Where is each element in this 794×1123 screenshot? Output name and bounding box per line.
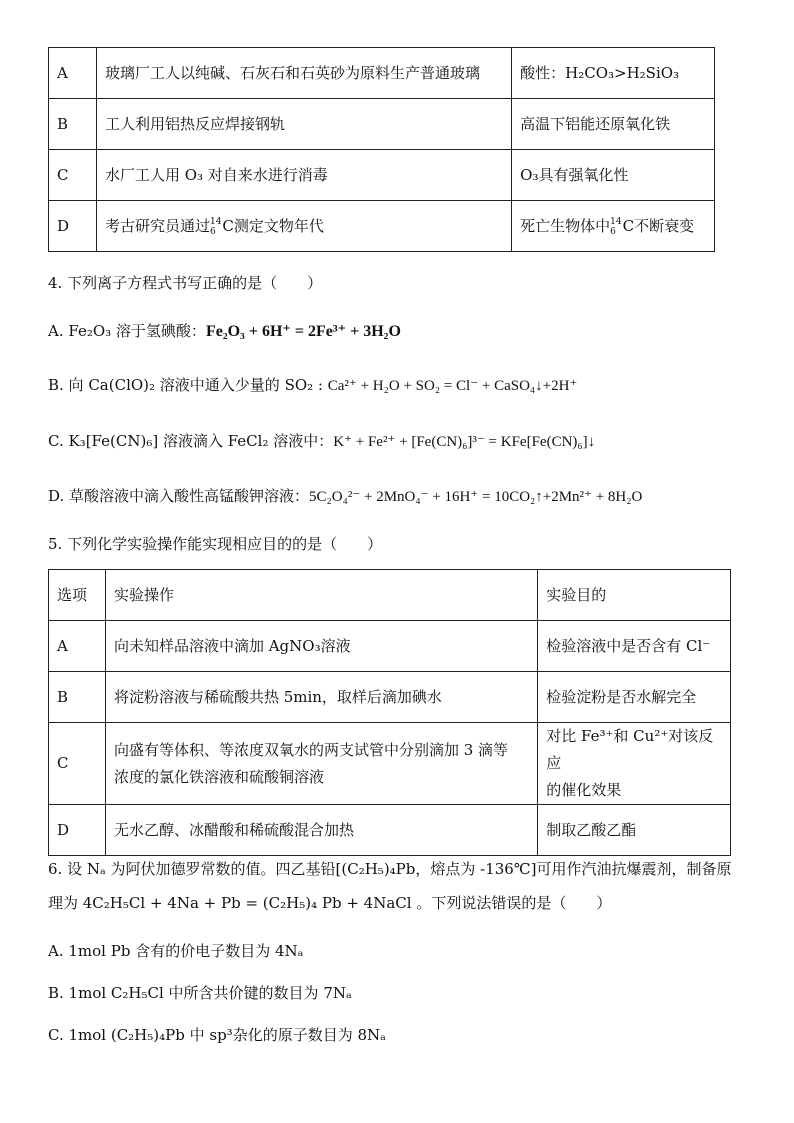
option-letter: C: [49, 723, 106, 805]
operation-text: 无水乙醇、冰醋酸和稀硫酸混合加热: [105, 805, 537, 856]
operation-text: 将淀粉溶液与稀硫酸共热 5min，取样后滴加碘水: [105, 672, 537, 723]
q6-option-b: B. 1mol C₂H₅Cl 中所含共价键的数目为 7Nₐ: [48, 984, 352, 1002]
q4-option-a: A. Fe₂O₃ 溶于氢碘酸：Fe₂O₃ + 6H⁺ = 2Fe³⁺ + 3H₂O: [48, 322, 401, 340]
q4-option-b: B. 向 Ca(ClO)₂ 溶液中通入少量的 SO₂ : Ca²⁺ + H₂O + SO₂ = Cl⁻ + CaSO₄↓+2H⁺: [48, 376, 578, 394]
table-row: [49, 99, 715, 150]
question-4-stem: 4. 下列离子方程式书写正确的是（ ）: [48, 274, 323, 292]
operation-text: 向未知样品溶液中滴加 AgNO₃溶液: [105, 621, 537, 672]
goal-text: 检验溶液中是否含有 Cl⁻: [538, 621, 731, 672]
table-row: [49, 805, 731, 856]
scenario-text: 玻璃厂工人以纯碱、石灰石和石英砂为原料生产普通玻璃: [96, 48, 511, 99]
q4-option-c: C. K₃[Fe(CN)₆] 溶液滴入 FeCl₂ 溶液中：K⁺ + Fe²⁺ + [Fe(CN)₆]³⁻ = KFe[Fe(CN)₆]↓: [48, 432, 596, 450]
operation-text: 向盛有等体积、等浓度双氧水的两支试管中分别滴加 3 滴等 浓度的氯化铁溶液和硫酸铜溶液: [105, 723, 537, 805]
table-row: [49, 201, 715, 252]
experiment-table-q5: [48, 569, 731, 856]
q4-option-d: D. 草酸溶液中滴入酸性高锰酸钾溶液：5C₂O₄²⁻ + 2MnO₄⁻ + 16H⁺ = 10CO₂↑+2Mn²⁺ + 8H₂O: [48, 487, 643, 505]
scenario-text: 工人利用铝热反应焊接钢轨: [96, 99, 511, 150]
goal-text: 制取乙酸乙酯: [538, 805, 731, 856]
scenario-text: 考古研究员通过 14 6 C测定文物年代: [96, 201, 511, 252]
table-row: [49, 48, 715, 99]
table-row: [49, 621, 731, 672]
options-table-q3: [48, 47, 715, 252]
isotope-notation: 14 6: [610, 216, 622, 237]
option-letter: C: [49, 150, 97, 201]
table-header-row: [49, 570, 731, 621]
q6-option-a: A. 1mol Pb 含有的价电子数目为 4Nₐ: [48, 942, 304, 960]
question-5-stem: 5. 下列化学实验操作能实现相应目的的是（ ）: [48, 535, 383, 553]
option-letter: D: [49, 201, 97, 252]
q6-option-c: C. 1mol (C₂H₅)₄Pb 中 sp³杂化的原子数目为 8Nₐ: [48, 1026, 386, 1044]
principle-text: O₃具有强氧化性: [512, 150, 715, 201]
principle-text: 死亡生物体中 14 6 C不断衰变: [512, 201, 715, 252]
principle-text: 高温下铝能还原氧化铁: [512, 99, 715, 150]
col-header-goal: 实验目的: [538, 570, 731, 621]
goal-text: 对比 Fe³⁺和 Cu²⁺对该反应 的催化效果: [538, 723, 731, 805]
table-row: [49, 672, 731, 723]
principle-text: 酸性：H₂CO₃>H₂SiO₃: [512, 48, 715, 99]
goal-text: 检验淀粉是否水解完全: [538, 672, 731, 723]
question-6-stem-line1: 6. 设 Nₐ 为阿伏加德罗常数的值。四乙基铅[(C₂H₅)₄Pb，熔点为 -136℃]可用作汽油抗爆震剂，制备原: [48, 860, 732, 878]
option-letter: A: [49, 621, 106, 672]
col-header-option: 选项: [49, 570, 106, 621]
isotope-notation: 14 6: [209, 216, 222, 237]
option-letter: A: [49, 48, 97, 99]
scenario-text: 水厂工人用 O₃ 对自来水进行消毒: [96, 150, 511, 201]
col-header-operation: 实验操作: [105, 570, 537, 621]
option-letter: B: [49, 672, 106, 723]
table-row: [49, 150, 715, 201]
question-6-stem-line2: 理为 4C₂H₅Cl + 4Na + Pb = (C₂H₅)₄ Pb + 4NaCl 。下列说法错误的是（ ）: [48, 894, 612, 912]
option-letter: D: [49, 805, 106, 856]
option-letter: B: [49, 99, 97, 150]
table-row: [49, 723, 731, 805]
